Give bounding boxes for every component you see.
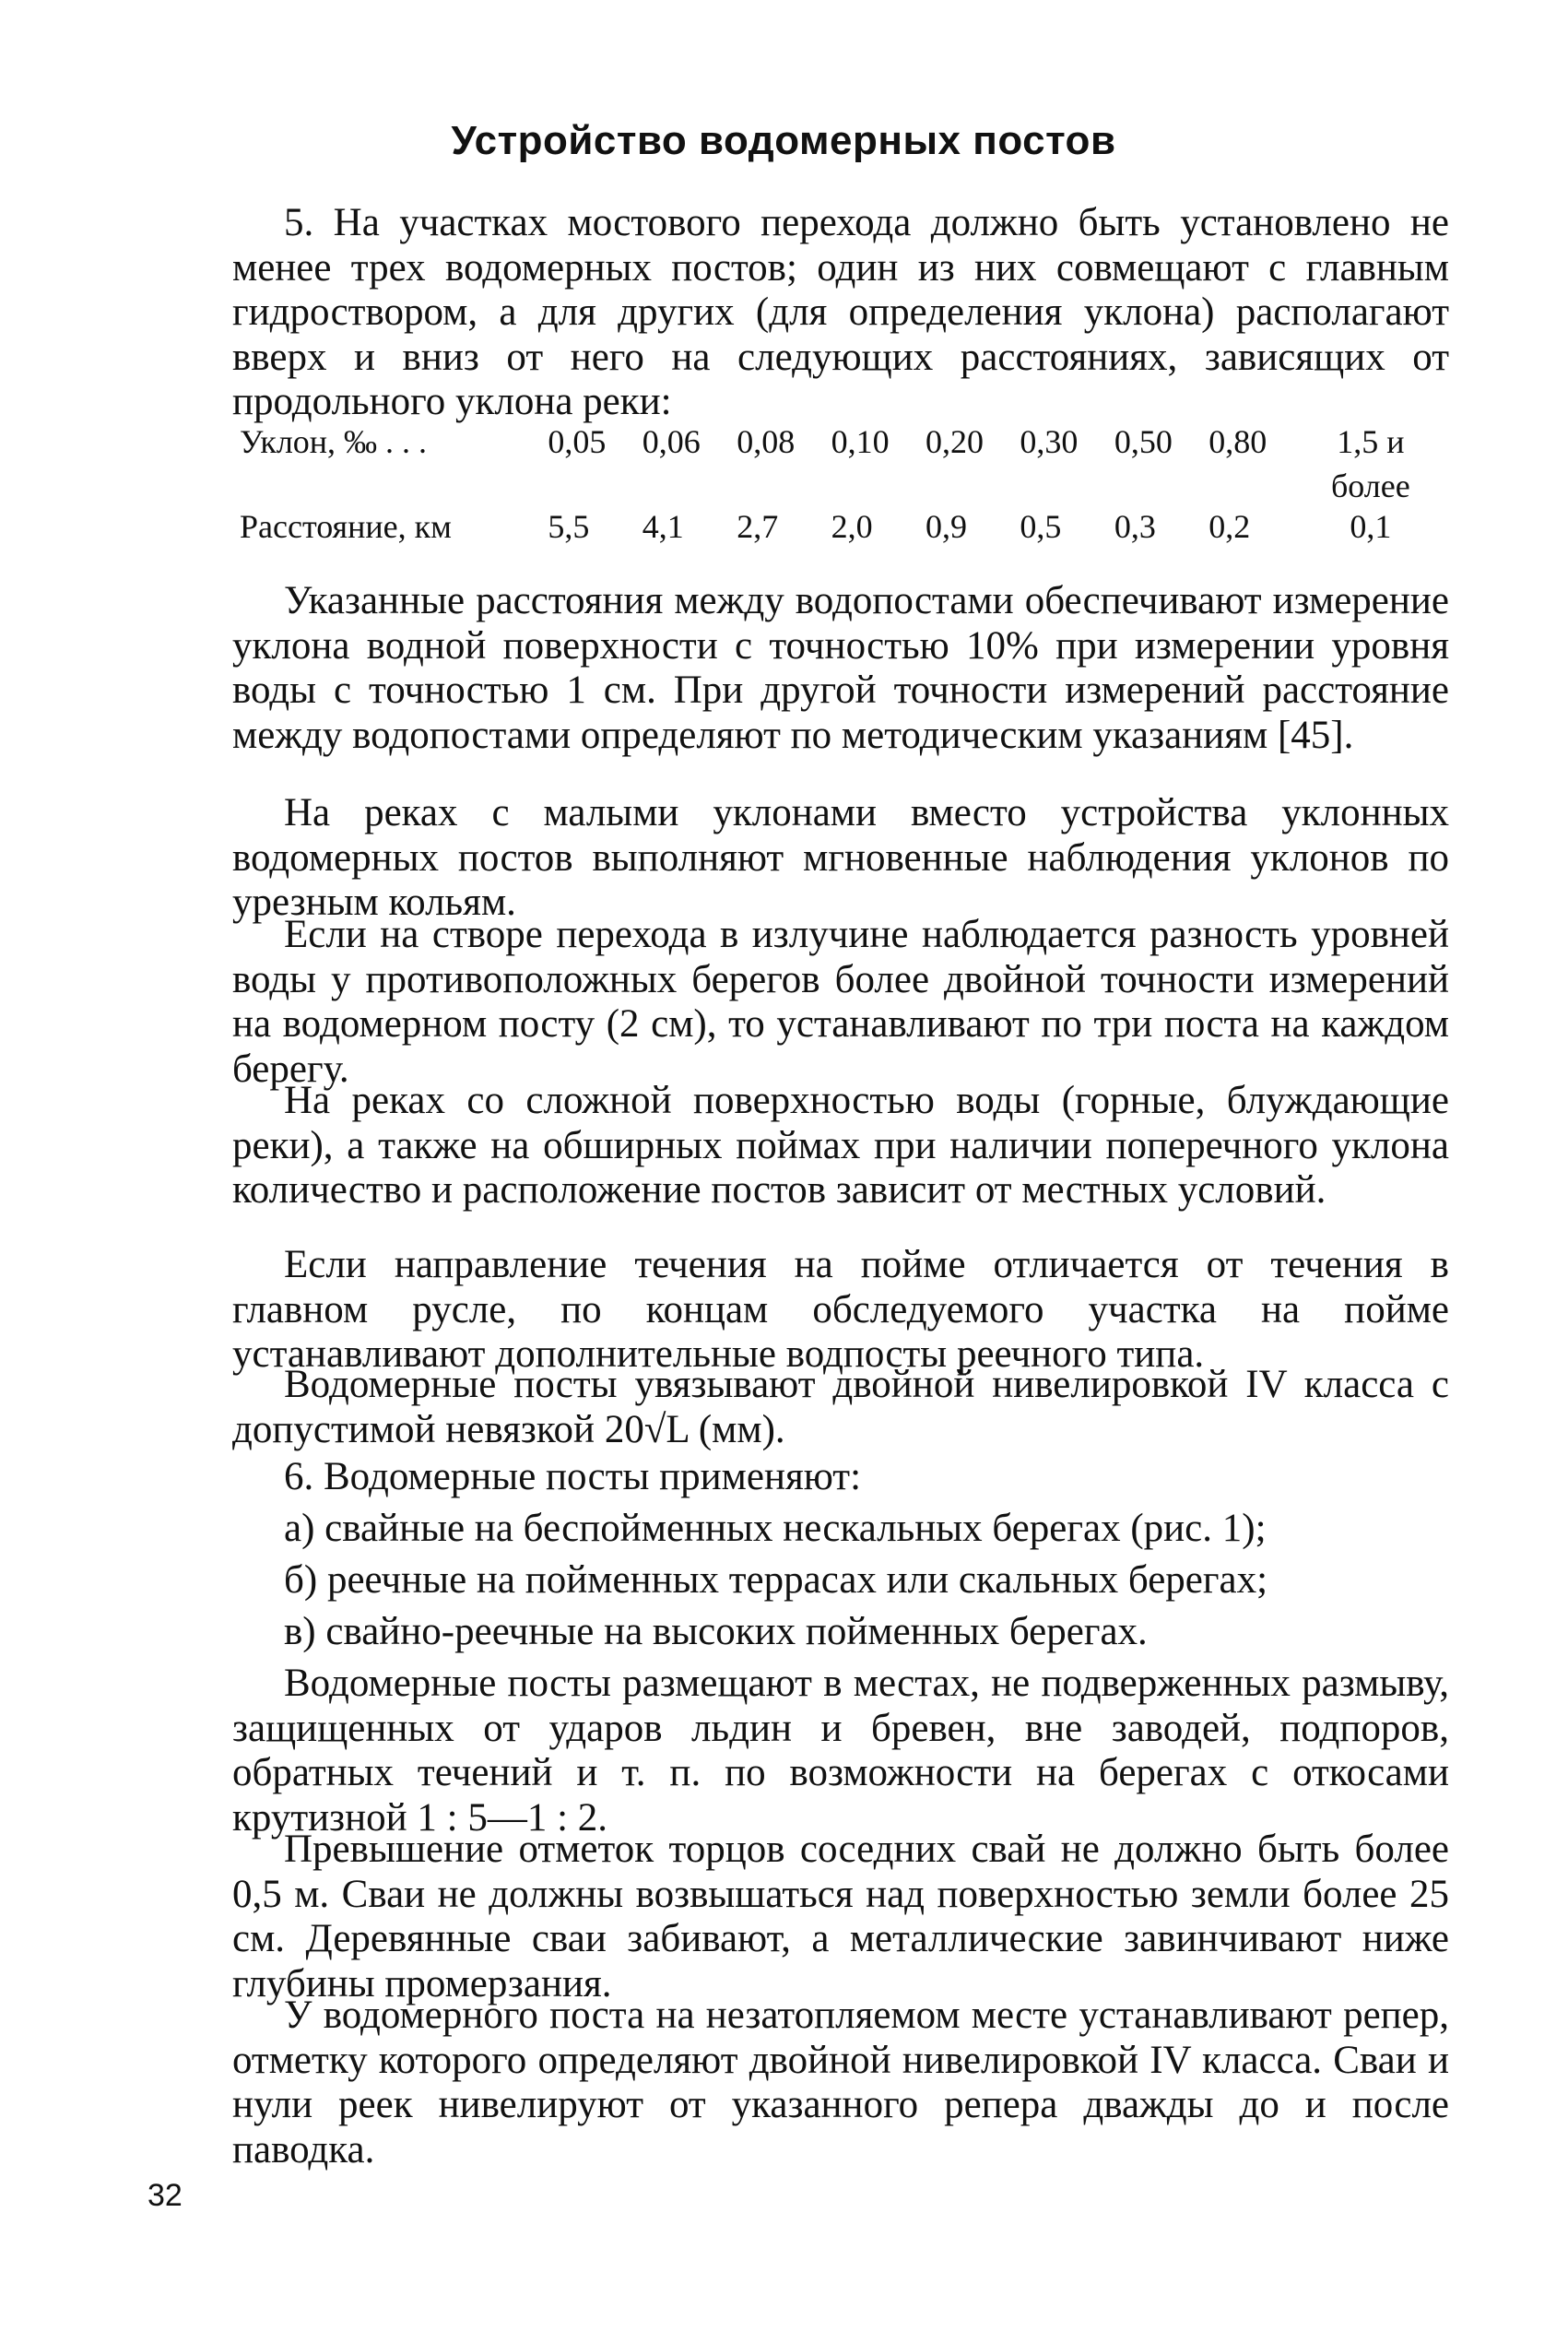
slope-label: Уклон, ‰ . . . bbox=[240, 423, 428, 460]
paragraph-bend: Если на створе перехода в излучине наблюдается разность уровней воды у противоположных берегов более двойной точности измерений на водомерном посту (2 см), то устанавливают по три поста на каждом берегу. bbox=[232, 913, 1449, 1091]
tolerance-formula: √L (мм). bbox=[643, 1407, 785, 1451]
distance-label: Расстояние, км bbox=[240, 508, 452, 545]
paragraph-small-slopes: На реках с малыми уклонами вместо устройства уклонных водомерных постов выполняют мгновенные наблюдения уклонов по урезным кольям. bbox=[232, 791, 1449, 924]
distance-value: 0,9 bbox=[925, 508, 968, 545]
paragraph-distances-note: Указанные расстояния между водопостами обеспечивают измерение уклона водной поверхности с точностью 10% при измерении уровня воды с точностью 1 см. При другой точности измерений расстояние между водопостами определяют по методическим указаниям [45]. bbox=[232, 579, 1449, 757]
paragraph-floodplain-flow: Если направление течения на пойме отличается от течения в главном русле, по концам обследуемого участка на пойме устанавливают дополнительные водпосты реечного типа. bbox=[232, 1243, 1449, 1376]
slope-distance-table bbox=[240, 422, 1438, 548]
slope-value: 0,06 bbox=[642, 423, 701, 460]
slope-value-extra: более bbox=[1330, 467, 1410, 504]
table-row-slope bbox=[240, 422, 1438, 467]
slope-value: 0,08 bbox=[737, 423, 796, 460]
slope-value: 0,30 bbox=[1020, 423, 1079, 460]
slope-value: 0,80 bbox=[1208, 423, 1267, 460]
paragraph-complex-surface: На реках со сложной поверхностью воды (горные, блуждающие реки), а также на обширных поймах при наличии поперечного уклона количество и расположение постов зависит от местных условий. bbox=[232, 1079, 1449, 1212]
distance-value: 0,5 bbox=[1020, 508, 1062, 545]
paragraph-post-types-intro: 6. Водомерные посты применяют: bbox=[284, 1455, 862, 1498]
paragraph-intro: 5. На участках мостового перехода должно быть установлено не менее трех водомерных постов; один из них совмещают с главным гидроствором, а для других (для определения уклона) располагают вверх и вниз от него на следующих расстояниях, зависящих от продольного уклона реки: bbox=[232, 201, 1449, 423]
distance-value: 0,1 bbox=[1350, 508, 1392, 545]
page-number: 32 bbox=[147, 2178, 183, 2213]
slope-value: 0,05 bbox=[548, 423, 607, 460]
paragraph-benchmark: У водомерного поста на незатопляемом месте устанавливают репер, отметку которого определяют двойной нивелировкой IV класса. Сваи и нули реек нивелируют от указанного репера дважды до и после паводка. bbox=[232, 1994, 1449, 2171]
distance-value: 2,7 bbox=[737, 508, 779, 545]
paragraph-placement: Водомерные посты размещают в местах, не подверженных размыву, защищенных от ударов льдин и бревен, вне заводей, подпоров, обратных течений и т. п. по возможности на берегах с откосами крутизной 1 : 5—1 : 2. bbox=[232, 1662, 1449, 1840]
distance-value: 5,5 bbox=[548, 508, 590, 545]
distance-value: 2,0 bbox=[831, 508, 873, 545]
distance-value: 4,1 bbox=[642, 508, 684, 545]
list-item-pile-staff: в) свайно-реечные на высоких пойменных берегах. bbox=[284, 1610, 1148, 1653]
table-row-slope-cont bbox=[240, 467, 1438, 507]
paragraph-pile-heights: Превышение отметок торцов соседних свай не должно быть более 0,5 м. Сваи не должны возвышаться над поверхностью земли более 25 см. Деревянные сваи забивают, а металлические завинчивают ниже глубины промерзания. bbox=[232, 1828, 1449, 2006]
distance-value: 0,3 bbox=[1114, 508, 1156, 545]
section-heading: Устройство водомерных постов bbox=[451, 118, 1116, 163]
list-item-staff: б) реечные на пойменных террасах или скальных берегах; bbox=[284, 1558, 1268, 1602]
slope-value: 0,10 bbox=[831, 423, 890, 460]
slope-value: 1,5 и bbox=[1337, 423, 1405, 460]
paragraph-leveling bbox=[232, 1363, 1449, 1452]
table-row-distance bbox=[240, 507, 1438, 548]
slope-value: 0,50 bbox=[1114, 423, 1173, 460]
distance-value: 0,2 bbox=[1208, 508, 1251, 545]
list-item-pile: а) свайные на беспойменных нескальных берегах (рис. 1); bbox=[284, 1507, 1267, 1550]
leveling-text: Водомерные посты увязывают двойной нивелировкой IV класса с допустимой невязкой 20 bbox=[232, 1363, 1449, 1451]
slope-value: 0,20 bbox=[925, 423, 984, 460]
